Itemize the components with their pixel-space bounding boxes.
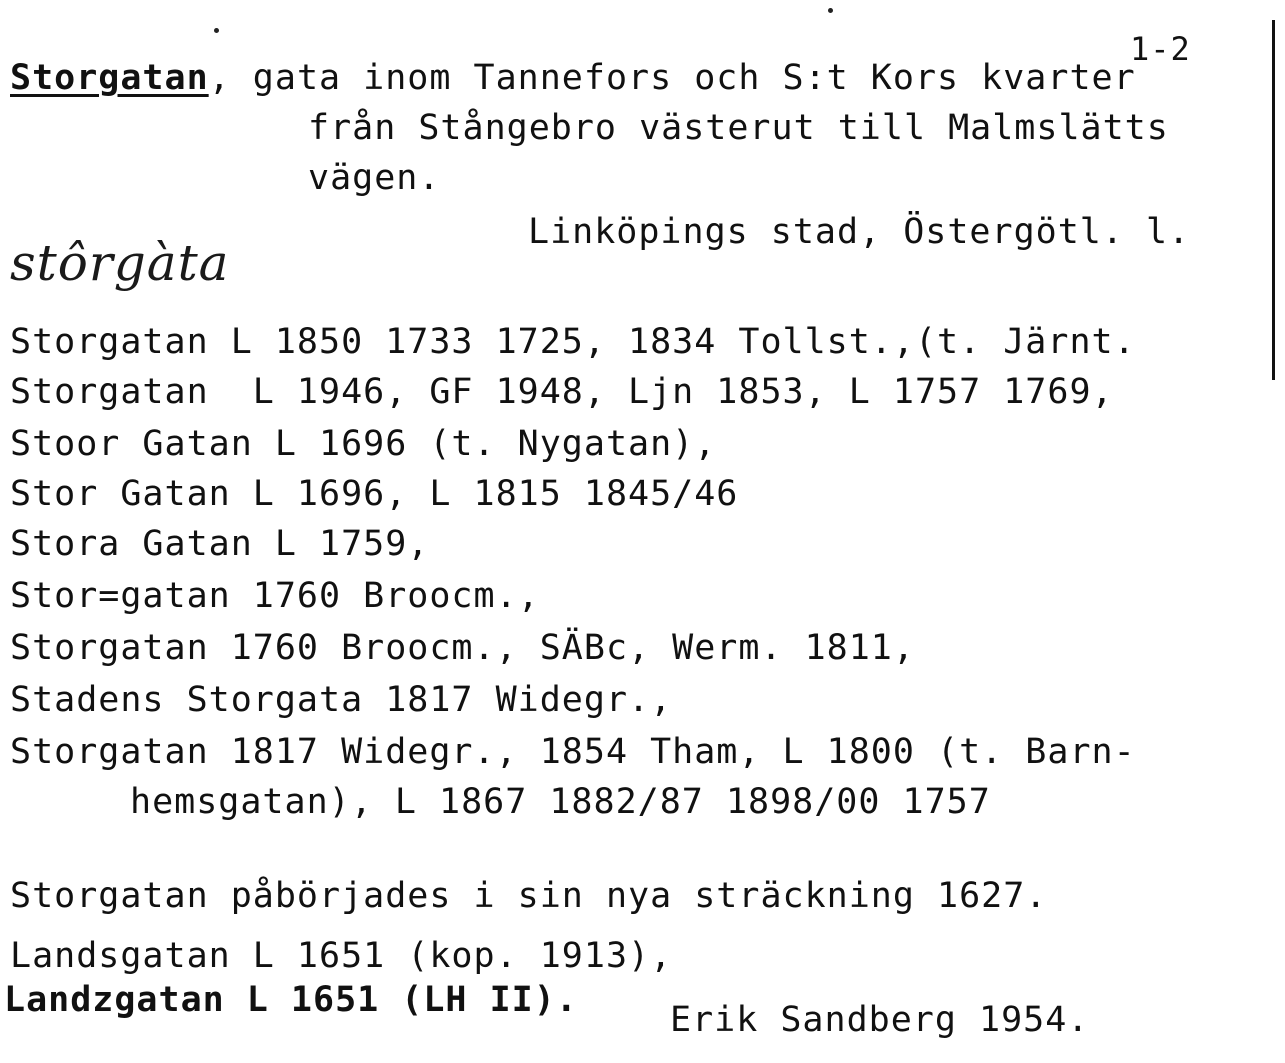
heading-description: , gata inom Tannefors och S:t Kors kvarter [208,58,1136,98]
card-number: 1-2 [1130,30,1191,68]
attestation-line: Stor Gatan L 1696, L 1815 1845/46 [10,474,739,514]
attestation-line: Storgatan 1760 Broocm., SÄBc, Werm. 1811, [10,628,915,668]
attestation-line: Storgatan 1817 Widegr., 1854 Tham, L 1800 (t. Barn- [10,732,1136,772]
attestation-line-continued: hemsgatan), L 1867 1882/87 1898/00 1757 [130,782,991,822]
ink-speck [828,8,833,13]
street-name: Storgatan [10,58,209,98]
attestation-line: Stoor Gatan L 1696 (t. Nygatan), [10,424,717,464]
note-line: Storgatan påbörjades i sin nya sträckning 1627. [10,876,1048,916]
heading-line-3: vägen. [308,158,441,198]
note-line: Landsgatan L 1651 (kop. 1913), [10,936,673,976]
location-line: Linköpings stad, Östergötl. l. [528,212,1191,252]
signature: Erik Sandberg 1954. [670,1000,1090,1040]
attestation-line: Storgatan L 1850 1733 1725, 1834 Tollst.,(t. Järnt. [10,322,1136,362]
handwritten-pronunciation [10,225,350,305]
handwritten-text: stôrgàta [10,234,230,292]
attestation-line: Stor=gatan 1760 Broocm., [10,576,540,616]
card-edge-line [1272,20,1275,380]
ink-speck [214,28,219,33]
attestation-line: Stadens Storgata 1817 Widegr., [10,680,673,720]
attestation-line: Stora Gatan L 1759, [10,524,430,564]
heading-line-2: från Stångebro västerut till Malmslätts [308,108,1169,148]
last-attestation: Landzgatan L 1651 (LH II). [4,980,578,1020]
heading-line-1 [10,58,1136,98]
attestation-line: Storgatan L 1946, GF 1948, Ljn 1853, L 1757 1769, [10,372,1114,412]
